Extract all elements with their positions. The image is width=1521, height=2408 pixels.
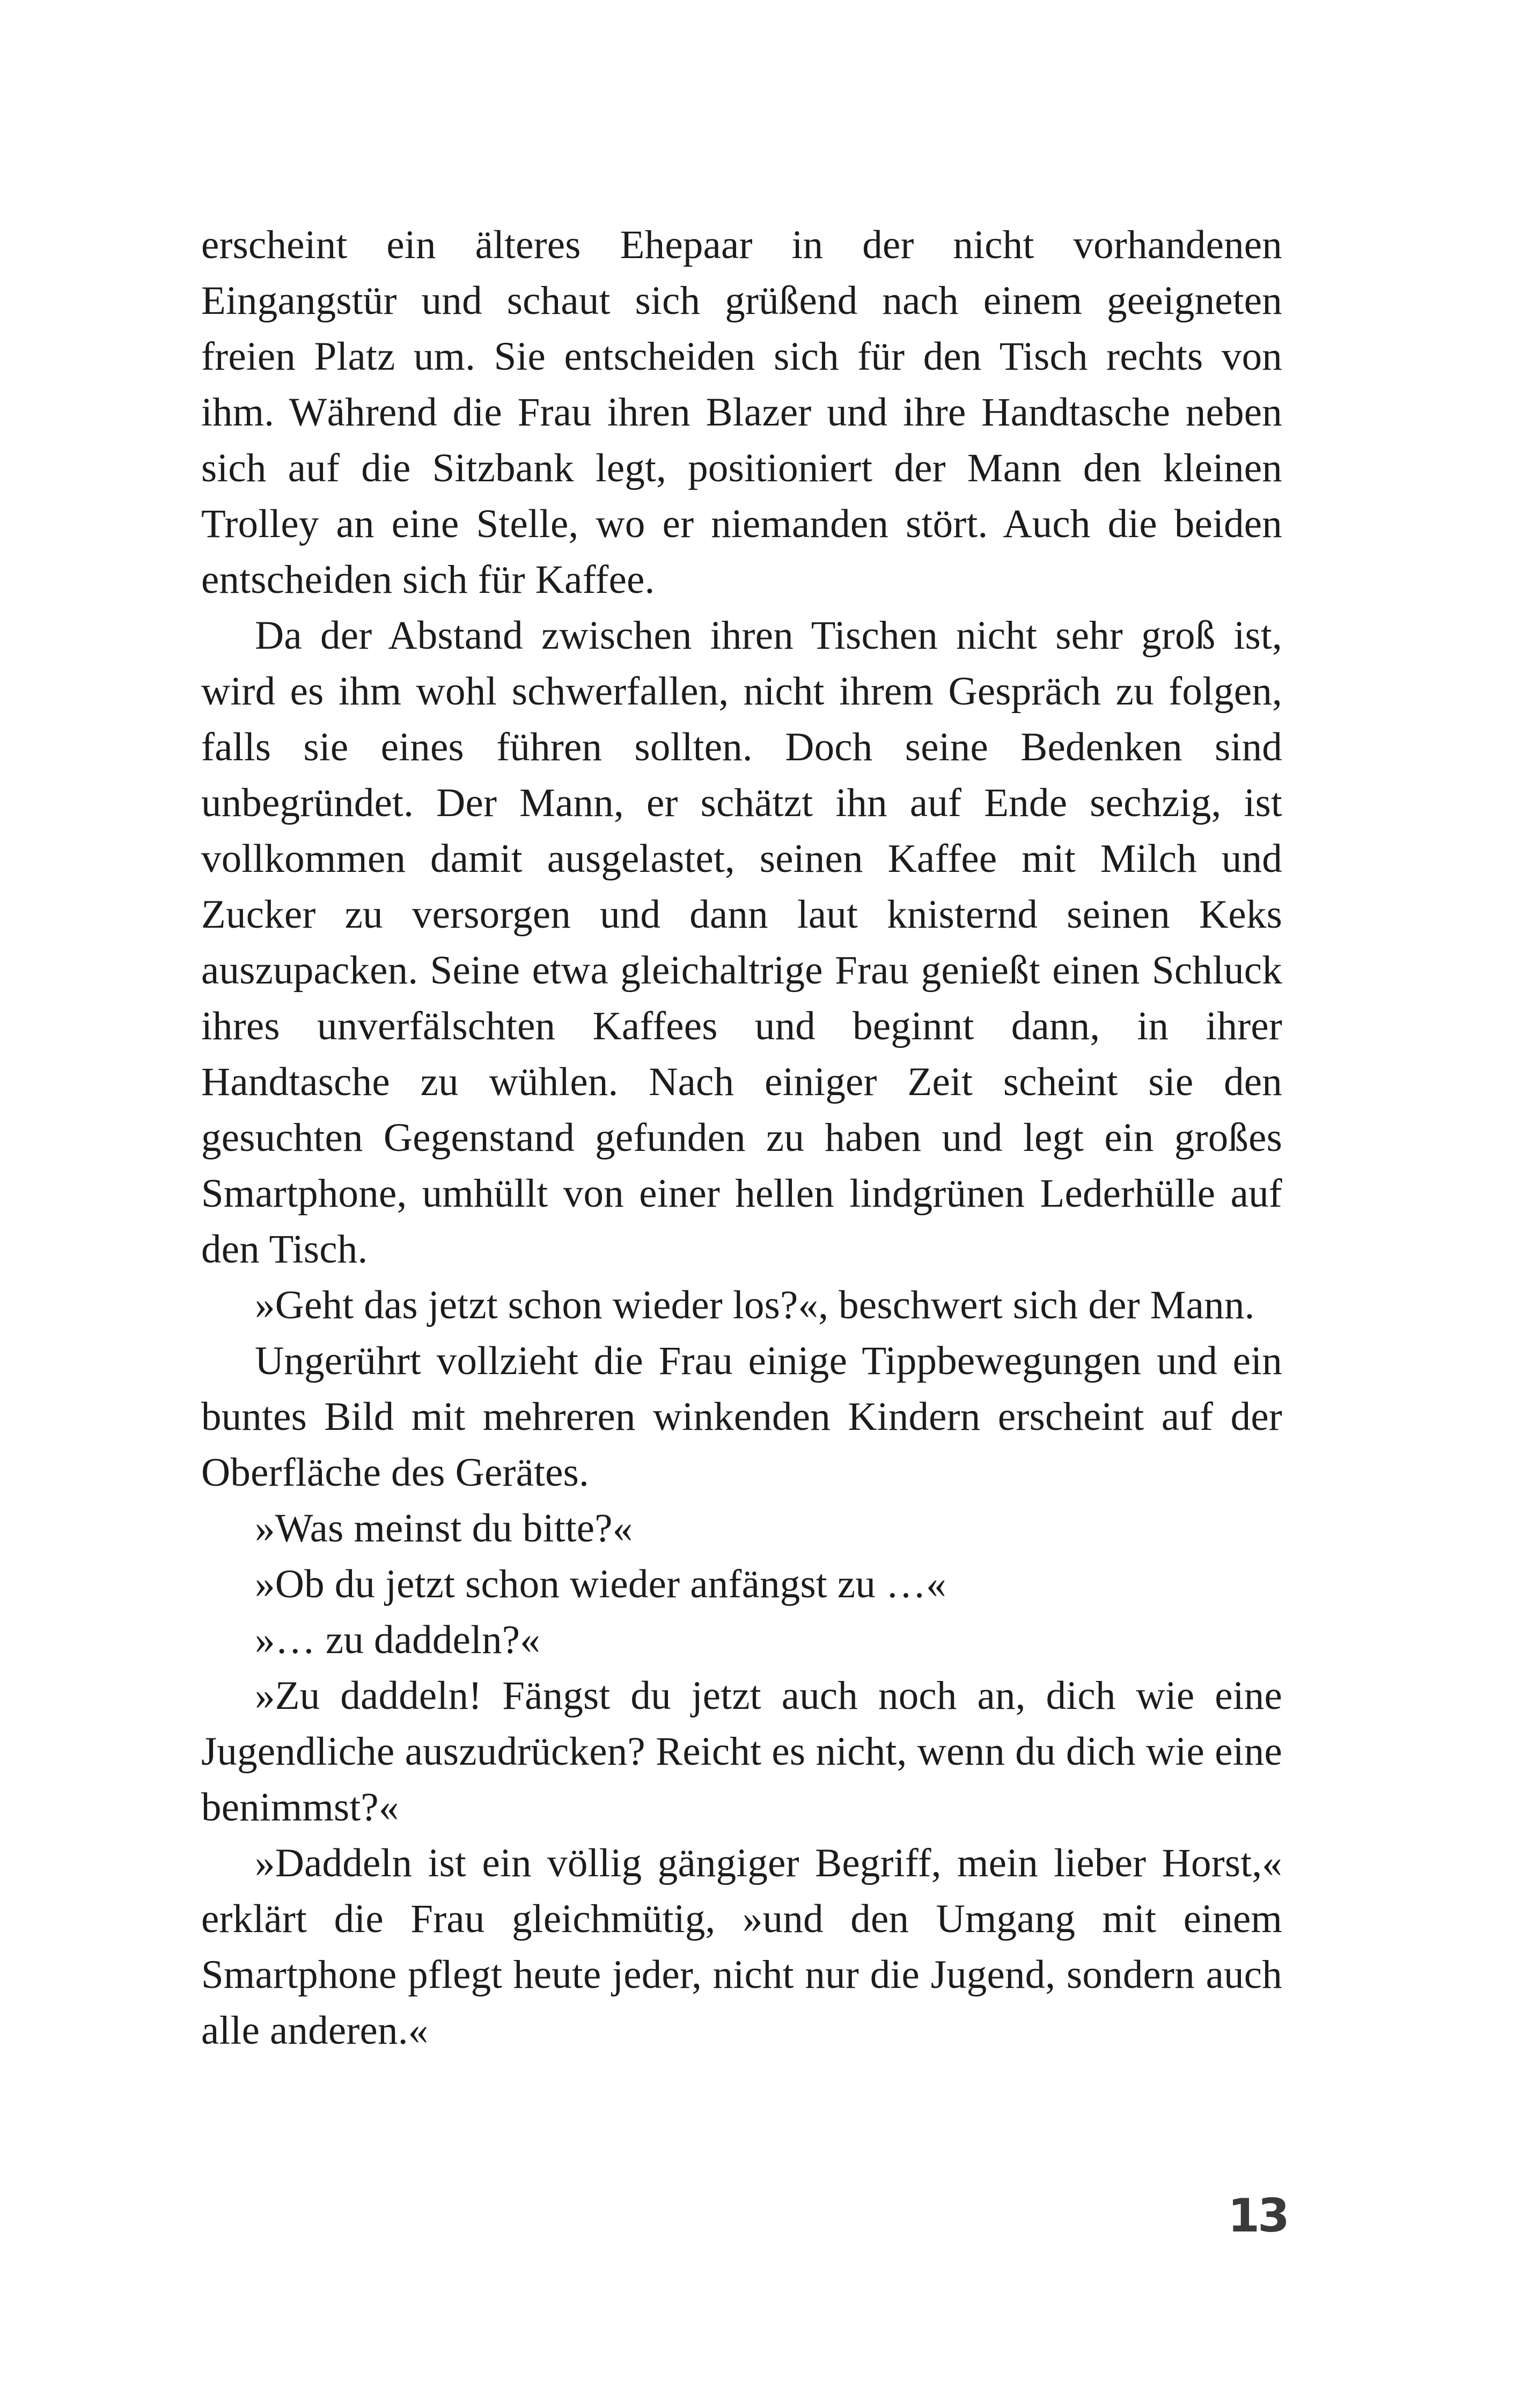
paragraph-6: »Ob du jetzt schon wieder anfängst zu …« xyxy=(255,1562,946,1606)
paragraph-2: Da der Abstand zwischen ihren Tischen nicht sehr groß ist, wird es ihm wohl schwerfallen, nicht ihrem Gespräch zu folgen, falls sie eines führen sollten. Doch seine Bedenken sind unbegründet. Der Mann, er schätzt ihn auf Ende sechzig, ist vollkommen damit ausgelastet, seinen Kaffee mit Milch und Zucker zu versorgen und dann laut knisternd seinen Keks auszupacken. Seine etwa gleichaltrige Frau genießt einen Schluck ihres unverfälschten Kaffees und beginnt dann, in ihrer Handtasche zu wühlen. Nach einiger Zeit scheint sie den gesuchten Gegenstand gefunden zu haben und legt ein großes Smartphone, umhüllt von einer hellen lindgrünen Lederhülle auf den Tisch. xyxy=(201,613,1282,1272)
paragraph-1: erscheint ein älteres Ehepaar in der nicht vorhandenen Eingangstür und schaut sich grüßend nach einem geeigneten freien Platz um. Sie entscheiden sich für den Tisch rechts von ihm. Während die Frau ihren Blazer und ihre Handtasche neben sich auf die Sitzbank legt, positioniert der Mann den kleinen Trolley an eine Stelle, wo er niemanden stört. Auch die beiden entscheiden sich für Kaffee. xyxy=(201,223,1282,602)
page-number: 13 xyxy=(1228,2189,1288,2243)
paragraph-4: Ungerührt vollzieht die Frau einige Tippbewegungen und ein buntes Bild mit mehreren winkenden Kindern erscheint auf der Oberfläche des Gerätes. xyxy=(201,1339,1282,1495)
paragraph-5: »Was meinst du bitte?« xyxy=(255,1506,633,1551)
paragraph-7: »… zu daddeln?« xyxy=(255,1618,540,1662)
paragraph-3: »Geht das jetzt schon wieder los?«, beschwert sich der Mann. xyxy=(255,1283,1255,1327)
paragraph-9: »Daddeln ist ein völlig gängiger Begriff, mein lieber Horst,« erklärt die Frau gleichmütig, »und den Umgang mit einem Smartphone pflegt heute jeder, nicht nur die Jugend, sondern auch alle anderen.« xyxy=(201,1841,1282,2053)
body-text xyxy=(201,217,1282,2059)
paragraph-8: »Zu daddeln! Fängst du jetzt auch noch an, dich wie eine Jugendliche auszudrücken? Reicht es nicht, wenn du dich wie eine benimmst?« xyxy=(201,1673,1282,1830)
